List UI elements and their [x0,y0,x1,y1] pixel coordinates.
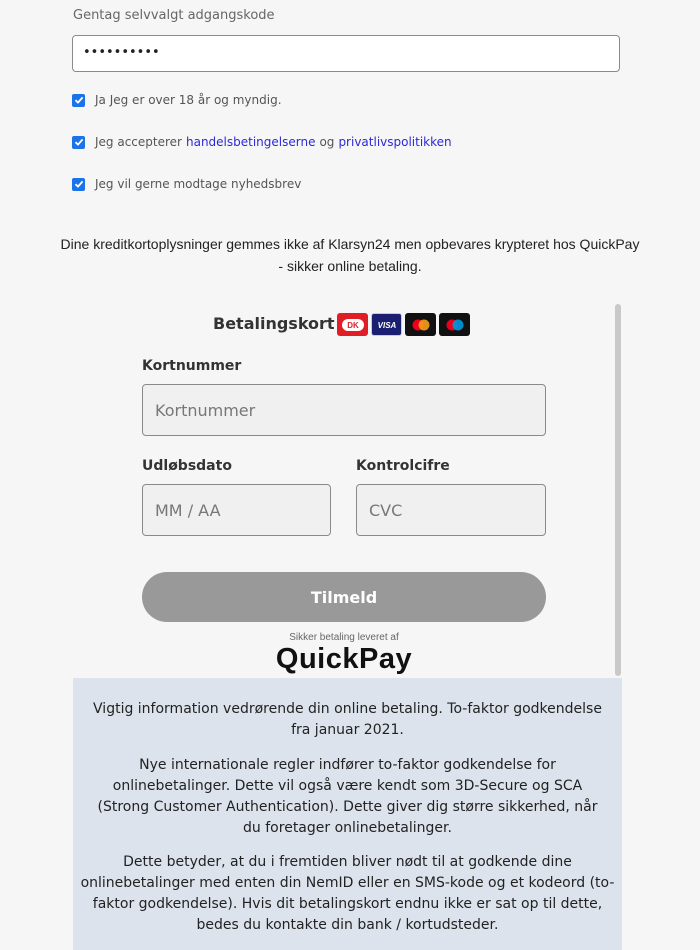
two-factor-info-box [73,678,622,950]
maestro-icon [439,313,470,336]
checkmark-icon [74,95,84,105]
repeat-password-input[interactable]: •••••••••• [72,35,620,72]
newsletter-checkbox-row[interactable] [72,177,301,191]
info-paragraph: Vigtig information vedrørende din online betaling. To-faktor godkendelse fra januar 2021. [93,701,602,738]
terms-checkbox-row[interactable] [72,135,456,149]
submit-button[interactable]: Tilmeld [142,572,546,622]
expiry-input[interactable]: MM / AA [142,484,331,536]
svg-text:DK: DK [346,320,359,330]
card-number-label: Kortnummer [142,358,242,374]
privacy-link[interactable]: privatlivspolitikken [338,135,452,149]
terms-checkbox[interactable] [72,136,85,149]
dankort-icon [337,313,368,336]
payment-title: Betalingskort [213,314,335,333]
mastercard-icon [405,313,436,336]
terms-prefix: Jeg accepterer [95,135,182,149]
newsletter-checkbox[interactable] [72,178,85,191]
card-logos [337,313,470,336]
payment-frame-scrollbar[interactable] [615,304,621,676]
storage-notice: Dine kreditkortoplysninger gemmes ikke af Klarsyn24 men opbevares krypteret hos QuickPay - sikker online betaling. [60,236,640,274]
repeat-password-label: Gentag selvvalgt adgangskode [73,8,275,23]
age-checkbox-row[interactable] [72,93,282,107]
quickpay-logo: QuickPay [275,643,413,675]
card-number-input[interactable]: Kortnummer [142,384,546,436]
terms-joiner: og [319,135,335,149]
checkmark-icon [74,179,84,189]
age-checkbox-label: Ja Jeg er over 18 år og myndig. [95,93,282,107]
checkmark-icon [74,137,84,147]
svg-text:VISA: VISA [377,320,396,330]
terms-link[interactable]: handelsbetingelserne [185,135,316,149]
info-paragraph: Nye internationale regler indfører to-faktor godkendelse for onlinebetalinger. Dette vil også være kendt som 3D-Secure og SCA (Strong Customer Authentication). Dette giver dig større sikkerhed, når du foretager onlinebetalinger. [97,757,598,836]
info-paragraph: Dette betyder, at du i fremtiden bliver nødt til at godkende dine onlinebetalinger med enten din NemID eller en SMS-kode og et kodeord (to-faktor godkendelse). Hvis dit betalingskort endnu ikke er sat op til dette, bedes du kontakte din bank / kortudsteder. [80,854,615,933]
age-checkbox[interactable] [72,94,85,107]
expiry-label: Udløbsdato [142,458,232,474]
secure-payment-caption: Sikker betaling leveret af [289,632,399,643]
visa-icon [371,313,402,336]
newsletter-checkbox-label: Jeg vil gerne modtage nyhedsbrev [95,177,302,191]
cvc-label: Kontrolcifre [356,458,450,474]
cvc-input[interactable]: CVC [356,484,546,536]
